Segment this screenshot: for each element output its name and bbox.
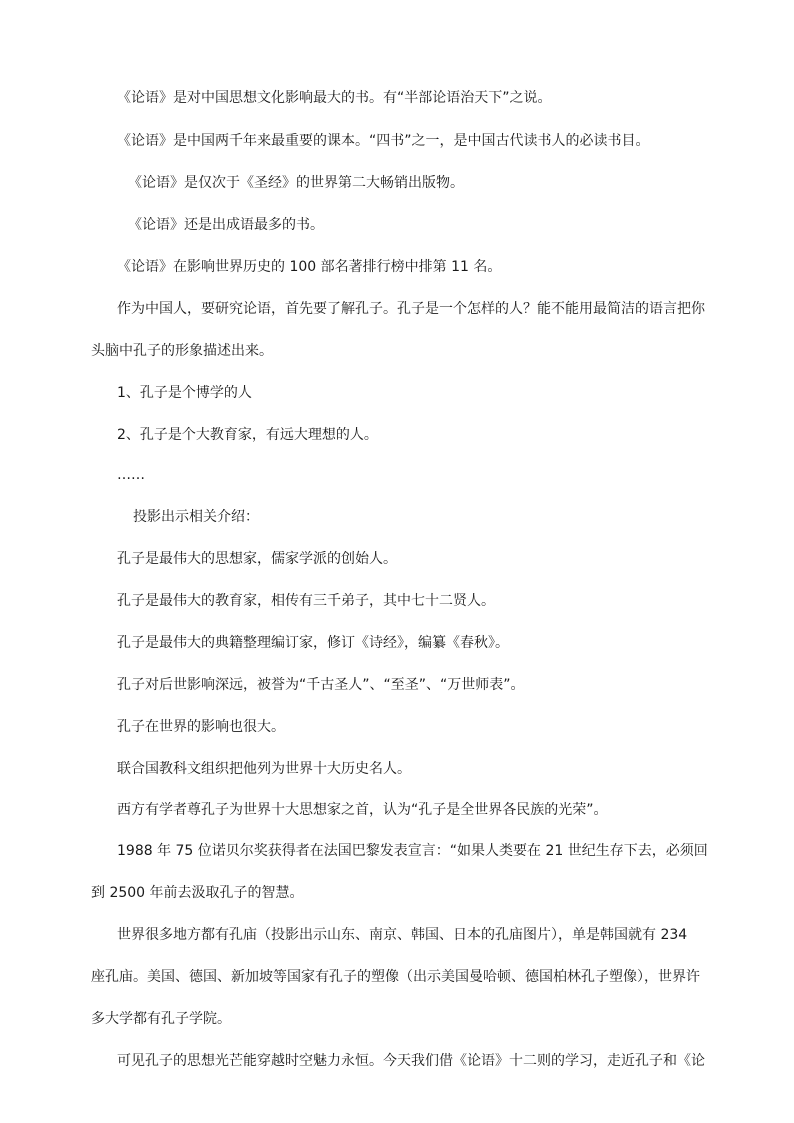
paragraph-analects-ranking: 《论语》在影响世界历史的 100 部名著排行榜中排第 11 名。 (117, 259, 502, 275)
paragraph-analects-idioms: 《论语》还是出成语最多的书。 (128, 217, 324, 233)
list-item-educator: 2、孔子是个大教育家，有远大理想的人。 (117, 427, 378, 443)
paragraph-nobel-declaration-line1: 1988 年 75 位诺贝尔奖获得者在法国巴黎发表宣言：“如果人类要在 21 世纪生存下去，必须回 (117, 843, 708, 859)
paragraph-teacher: 孔子是最伟大的教育家，相传有三千弟子，其中七十二贤人。 (117, 593, 495, 609)
paragraph-thinker: 孔子是最伟大的思想家，儒家学派的创始人。 (117, 551, 397, 567)
paragraph-analects-bestseller: 《论语》是仅次于《圣经》的世界第二大畅销出版物。 (128, 175, 464, 191)
paragraph-nobel-declaration-line2: 到 2500 年前去汲取孔子的智慧。 (91, 885, 304, 901)
paragraph-temples-line3: 多大学都有孔子学院。 (91, 1011, 231, 1027)
paragraph-editor: 孔子是最伟大的典籍整理编订家，修订《诗经》，编纂《春秋》。 (117, 635, 509, 651)
paragraph-legacy: 孔子对后世影响深远，被誉为“千古圣人”、“至圣”、“万世师表”。 (117, 677, 525, 693)
paragraph-temples-line2: 座孔庙。美国、德国、新加坡等国家有孔子的塑像（出示美国曼哈顿、德国柏林孔子塑像），世界许 (91, 969, 700, 985)
paragraph-analects-influence: 《论语》是对中国思想文化影响最大的书。有“半部论语治天下”之说。 (117, 90, 552, 106)
paragraph-understand-confucius-line1: 作为中国人，要研究论语，首先要了解孔子。孔子是一个怎样的人？能不能用最简洁的语言把你 (117, 301, 705, 317)
paragraph-world-influence: 孔子在世界的影响也很大。 (117, 719, 285, 735)
paragraph-unesco: 联合国教科文组织把他列为世界十大历史名人。 (117, 761, 411, 777)
paragraph-western-scholars: 西方有学者尊孔子为世界十大思想家之首，认为“孔子是全世界各民族的光荣”。 (117, 802, 608, 818)
paragraph-projection-intro: 投影出示相关介绍： (133, 509, 259, 525)
paragraph-conclusion: 可见孔子的思想光芒能穿越时空魅力永恒。今天我们借《论语》十二则的学习，走近孔子和《论 (117, 1053, 705, 1069)
list-item-learned: 1、孔子是个博学的人 (117, 385, 252, 401)
paragraph-analects-textbook: 《论语》是中国两千年来最重要的课本。“四书”之一，是中国古代读书人的必读书目。 (117, 133, 650, 149)
paragraph-understand-confucius-line2: 头脑中孔子的形象描述出来。 (91, 343, 273, 359)
ellipsis: …… (117, 467, 145, 483)
paragraph-temples-line1: 世界很多地方都有孔庙（投影出示山东、南京、韩国、日本的孔庙图片），单是韩国就有 234 (117, 927, 688, 943)
